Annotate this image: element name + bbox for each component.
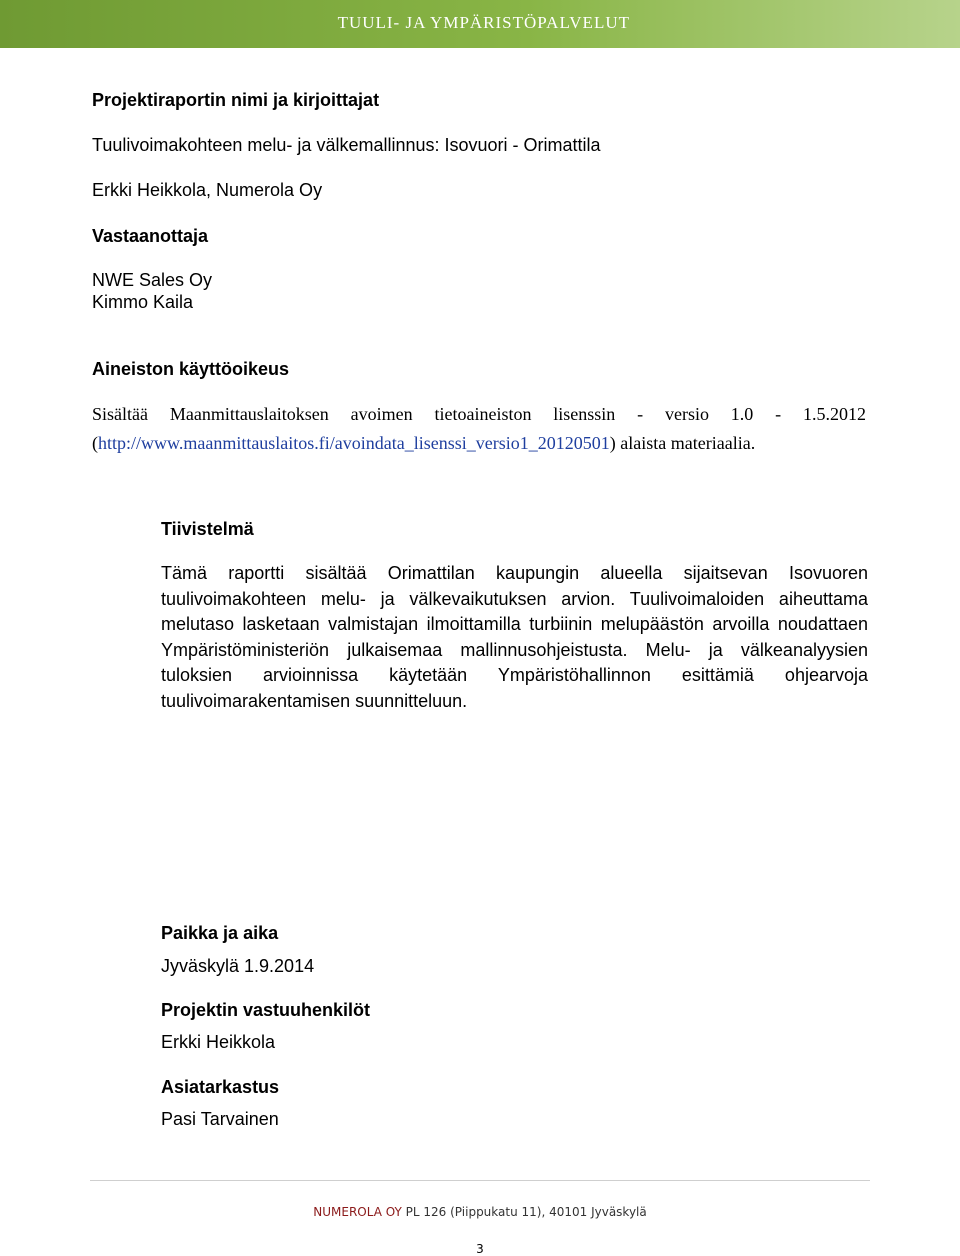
place-value: Jyväskylä 1.9.2014 [161,956,315,976]
footer-divider [90,1180,870,1181]
license-line-2 [92,429,866,458]
header-banner [0,0,960,48]
recipient-heading: Vastaanottaja [92,226,209,246]
license-link[interactable]: http://www.maanmittauslaitos.fi/avoindata_lisenssi_versio1_20120501 [98,433,610,453]
summary-body: Tämä raportti sisältää Orimattilan kaupungin alueella sijaitsevan Isovuoren tuulivoimakohteen melu- ja välkevaikutuksen arvion. Tuulivoimaloiden aiheuttama melutaso lasketaan valmistajan ilmoittamilla turbiinin melupäästön arvoilla noudattaen Ympäristöministeriön julkaisemaa mallinnusohjeistusta. Melu- ja välkeanalyysien tuloksien arvioinnissa käytetään Ympäristöhallinnon esittämiä ohjearvoja tuulivoimarakentamisen suunnitteluun. [161,563,868,711]
summary-heading: Tiivistelmä [161,519,254,539]
recipient-company: NWE Sales Oy [92,270,213,290]
license-line-1: Sisältää Maanmittauslaitoksen avoimen tietoaineiston lisenssin - versio 1.0 - 1.5.2012 [92,404,866,424]
responsible-value: Erkki Heikkola [161,1032,276,1052]
place-heading: Paikka ja aika [161,923,279,943]
header-title: TUULI- JA YMPÄRISTÖPALVELUT [337,13,630,32]
license-text [92,400,866,458]
license-open-paren: ( [92,433,98,453]
recipient-person: Kimmo Kaila [92,292,194,312]
page-number: 3 [476,1242,484,1256]
footer-company: NUMEROLA OY [313,1205,402,1219]
report-author: Erkki Heikkola, Numerola Oy [92,180,323,200]
footer-address: PL 126 (Piippukatu 11), 40101 Jyväskylä [401,1205,647,1219]
license-suffix: ) alaista materiaalia. [609,433,756,453]
license-heading: Aineiston käyttöoikeus [92,359,290,379]
report-heading: Projektiraportin nimi ja kirjoittajat [92,90,380,110]
review-heading: Asiatarkastus [161,1077,280,1097]
responsible-heading: Projektin vastuuhenkilöt [161,1000,371,1020]
review-value: Pasi Tarvainen [161,1109,279,1129]
report-title: Tuulivoimakohteen melu- ja välkemallinnus: Isovuori - Orimattila [92,135,601,155]
footer [0,1205,960,1219]
